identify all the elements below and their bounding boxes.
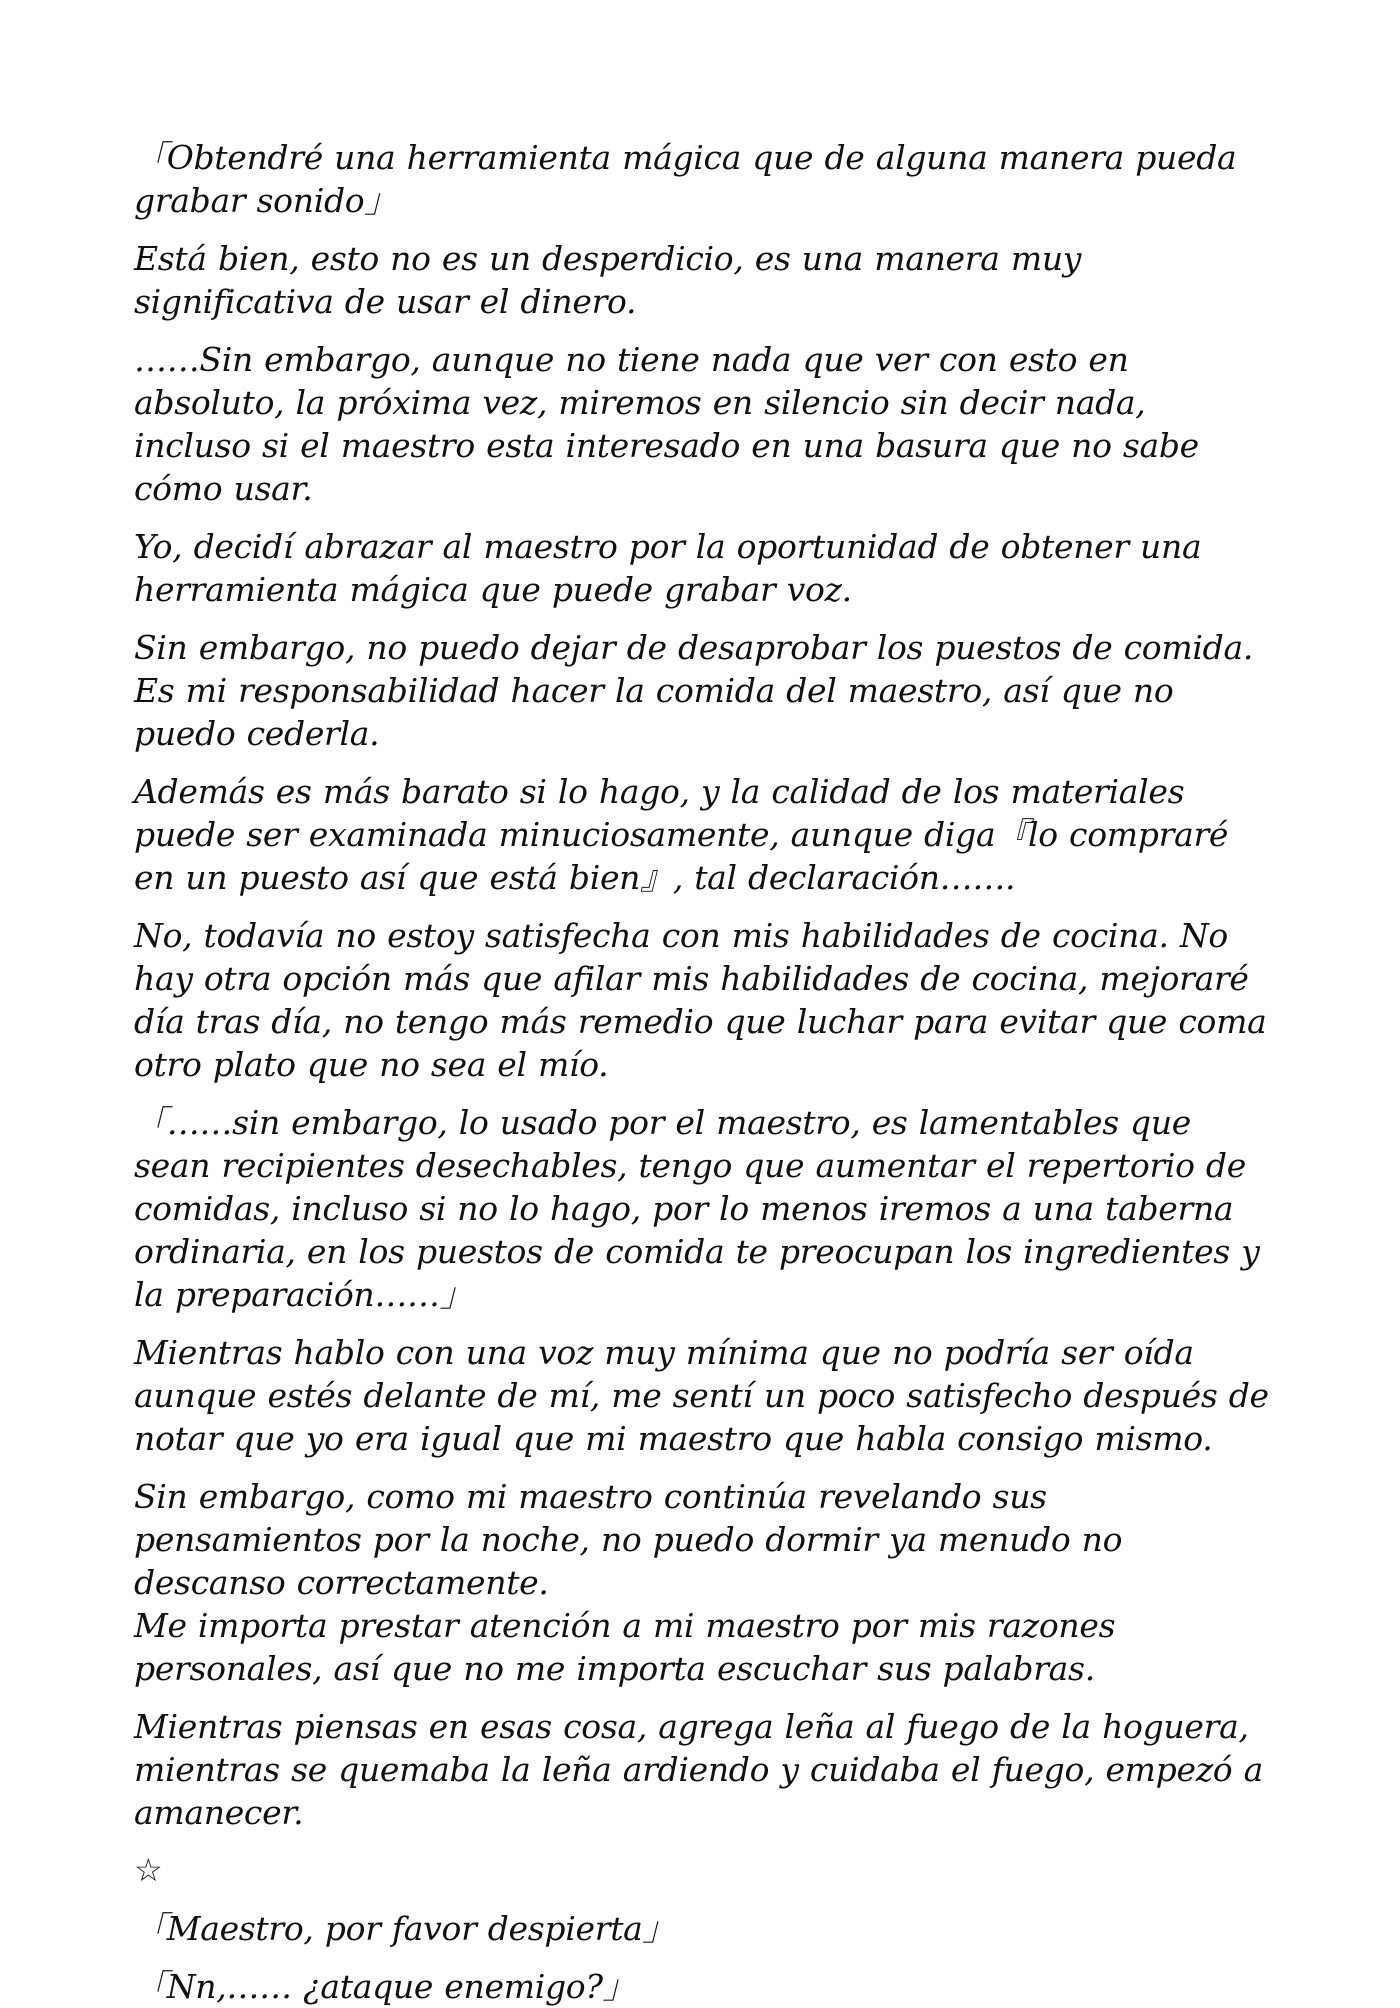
paragraph-2: Está bien, esto no es un desperdicio, es una manera muy significativa de usar el dinero. bbox=[134, 239, 1082, 321]
paragraph-6: Además es más barato si lo hago, y la calidad de los materiales puede ser examinada minuciosamente, aunque diga『lo compraré en un puesto así que está bien』, tal declaración……. bbox=[134, 772, 1229, 897]
paragraph-4: Yo, decidí abrazar al maestro por la oportunidad de obtener una herramienta mágica que puede grabar voz. bbox=[134, 527, 1202, 609]
paragraph-7: No, todavía no estoy satisfecha con mis habilidades de cocina. No hay otra opción más que afilar mis habilidades de cocina, mejoraré día tras día, no tengo más remedio que luchar para evitar que coma otro plato que no sea el mío. bbox=[134, 916, 1267, 1084]
paragraph-14: 「Nn,…… ¿ataque enemigo?」 bbox=[134, 1967, 636, 2006]
paragraph-11: Me importa prestar atención a mi maestro por mis razones personales, así que no me importa escuchar sus palabras. bbox=[134, 1606, 1116, 1688]
paragraph-9: Mientras hablo con una voz muy mínima que no podría ser oída aunque estés delante de mí, me sentí un poco satisfecho después de notar que yo era igual que mi maestro que habla consigo mismo. bbox=[134, 1333, 1269, 1458]
paragraph-8: 「……sin embargo, lo usado por el maestro, es lamentables que sean recipientes desechables, tengo que aumentar el repertorio de comidas, incluso si no lo hago, por lo menos iremos a una taberna ordinaria, en los puestos de comida te preocupan los ingredientes y la preparación……」 bbox=[134, 1103, 1260, 1314]
paragraph-1: 「Obtendré una herramienta mágica que de alguna manera pueda grabar sonido」 bbox=[134, 138, 1237, 220]
paragraph-5: Sin embargo, no puedo dejar de desaprobar los puestos de comida. Es mi responsabilidad hacer la comida del maestro, así que no puedo cederla. bbox=[134, 628, 1254, 753]
paragraph-12: Mientras piensas en esas cosa, agrega leña al fuego de la hoguera, mientras se quemaba la leña ardiendo y cuidaba el fuego, empezó a amanecer. bbox=[134, 1707, 1263, 1832]
scene-break-star: ☆ bbox=[134, 1851, 163, 1889]
paragraph-13: 「Maestro, por favor despierta」 bbox=[134, 1909, 676, 1948]
paragraph-3: ……Sin embargo, aunque no tiene nada que ver con esto en absoluto, la próxima vez, miremos en silencio sin decir nada, incluso si el maestro esta interesado en una basura que no sabe cómo usar. bbox=[134, 340, 1199, 508]
paragraph-10: Sin embargo, como mi maestro continúa revelando sus pensamientos por la noche, no puedo dormir ya menudo no descanso correctamente. bbox=[134, 1477, 1123, 1602]
